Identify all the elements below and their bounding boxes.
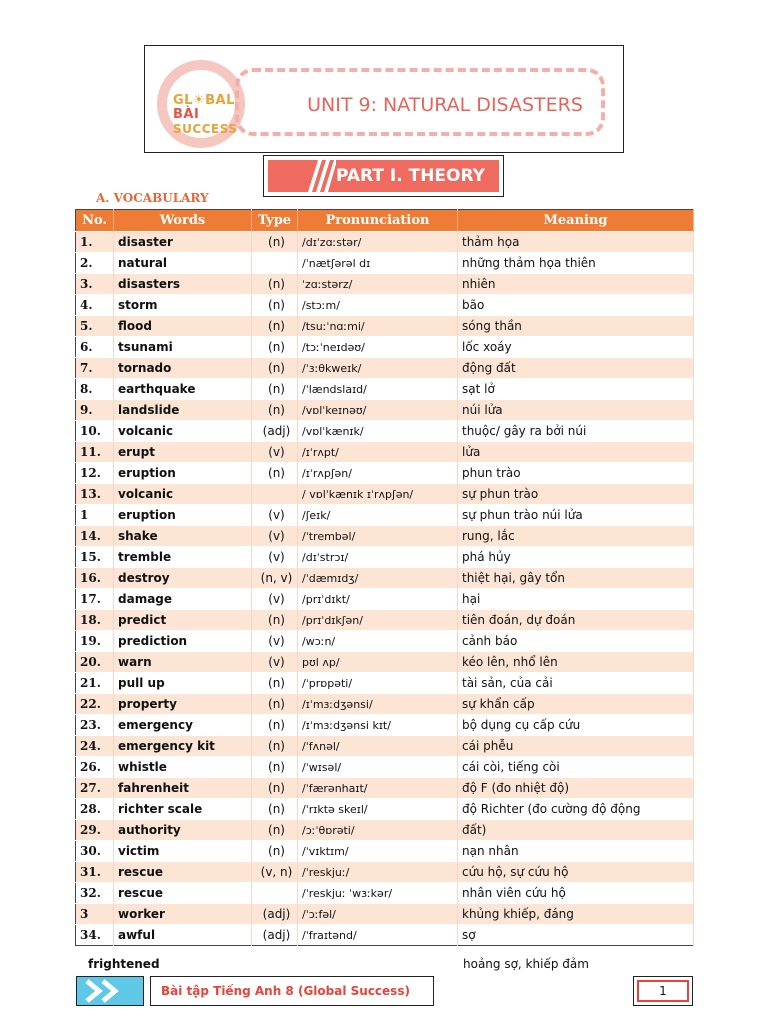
row-meaning: độ Richter (đo cường độ động — [458, 799, 694, 820]
row-type: (adj) — [252, 925, 298, 946]
row-pronunciation: / vɒlˈkænɪk ɪˈrʌpʃən/ — [298, 484, 458, 505]
row-word: eruption — [114, 505, 252, 526]
row-meaning: đất) — [458, 820, 694, 841]
row-pronunciation: /ˈprɒpəti/ — [298, 673, 458, 694]
row-word: flood — [114, 316, 252, 337]
row-word: awful — [114, 925, 252, 946]
row-pronunciation: /tɔːˈneɪdəʊ/ — [298, 337, 458, 358]
row-word: natural — [114, 253, 252, 274]
part-label: PART I. THEORY — [336, 166, 485, 186]
table-row — [76, 505, 694, 526]
row-meaning: cái còi, tiếng còi — [458, 757, 694, 778]
row-type: (v) — [252, 547, 298, 568]
row-type: (n) — [252, 673, 298, 694]
row-number: 15. — [76, 547, 114, 568]
row-pronunciation: /ˈfraɪtənd/ — [298, 925, 458, 946]
overflow-word: frightened — [88, 957, 160, 971]
row-type: (n) — [252, 694, 298, 715]
header-no: No. — [76, 210, 114, 232]
row-number: 22. — [76, 694, 114, 715]
row-type: (n) — [252, 316, 298, 337]
row-word: tremble — [114, 547, 252, 568]
row-word: fahrenheit — [114, 778, 252, 799]
row-meaning: cảnh báo — [458, 631, 694, 652]
row-meaning: cái phễu — [458, 736, 694, 757]
row-number: 34. — [76, 925, 114, 946]
row-meaning: phá hủy — [458, 547, 694, 568]
row-meaning: lửa — [458, 442, 694, 463]
row-pronunciation: /prɪˈdɪkt/ — [298, 589, 458, 610]
row-meaning: nhân viên cứu hộ — [458, 883, 694, 904]
row-pronunciation: /ɪˈmɜːdʒənsi kɪt/ — [298, 715, 458, 736]
table-row — [76, 820, 694, 841]
row-word: destroy — [114, 568, 252, 589]
row-meaning: tài sản, của cải — [458, 673, 694, 694]
row-number: 8. — [76, 379, 114, 400]
table-row — [76, 358, 694, 379]
row-type: (n) — [252, 715, 298, 736]
row-word: eruption — [114, 463, 252, 484]
header-type: Type — [252, 210, 298, 232]
table-row — [76, 904, 694, 925]
row-type: (v, n) — [252, 862, 298, 883]
row-word: warn — [114, 652, 252, 673]
row-pronunciation: /ɔːˈθɒrəti/ — [298, 820, 458, 841]
row-type: (n) — [252, 379, 298, 400]
row-number: 32. — [76, 883, 114, 904]
row-number: 20. — [76, 652, 114, 673]
table-row — [76, 484, 694, 505]
row-word: erupt — [114, 442, 252, 463]
table-row — [76, 547, 694, 568]
row-meaning: phun trào — [458, 463, 694, 484]
logo-bai: BÀI — [173, 107, 200, 122]
table-row — [76, 589, 694, 610]
row-number: 7. — [76, 358, 114, 379]
row-word: emergency — [114, 715, 252, 736]
table-body — [76, 232, 694, 946]
row-pronunciation: /ˈwɪsəl/ — [298, 757, 458, 778]
table-row — [76, 274, 694, 295]
row-type: (n) — [252, 274, 298, 295]
row-pronunciation: /ˈnætʃərəl dɪ — [298, 253, 458, 274]
unit-banner — [144, 45, 624, 153]
row-word: earthquake — [114, 379, 252, 400]
row-word: landslide — [114, 400, 252, 421]
row-number: 9. — [76, 400, 114, 421]
section-title: A. VOCABULARY — [96, 191, 209, 205]
table-row — [76, 715, 694, 736]
table-row — [76, 862, 694, 883]
row-number: 21. — [76, 673, 114, 694]
row-type: (n) — [252, 778, 298, 799]
row-number: 13. — [76, 484, 114, 505]
row-type: (n) — [252, 232, 298, 253]
row-number: 14. — [76, 526, 114, 547]
row-number: 10. — [76, 421, 114, 442]
row-word: whistle — [114, 757, 252, 778]
row-type: (n) — [252, 358, 298, 379]
row-type: (adj) — [252, 421, 298, 442]
row-word: property — [114, 694, 252, 715]
row-number: 6. — [76, 337, 114, 358]
row-word: richter scale — [114, 799, 252, 820]
table-row — [76, 652, 694, 673]
table-row — [76, 673, 694, 694]
row-meaning: sạt lở — [458, 379, 694, 400]
row-pronunciation: /wɔːn/ — [298, 631, 458, 652]
table-row — [76, 631, 694, 652]
row-meaning: thảm họa — [458, 232, 694, 253]
row-pronunciation: /prɪˈdɪkʃən/ — [298, 610, 458, 631]
row-number: 29. — [76, 820, 114, 841]
row-word: volcanic — [114, 421, 252, 442]
table-row — [76, 253, 694, 274]
row-pronunciation: ˈzɑːstərz/ — [298, 274, 458, 295]
row-number: 1 — [76, 505, 114, 526]
table-row — [76, 526, 694, 547]
header-pronunciation: Pronunciation — [298, 210, 458, 232]
row-type: (n) — [252, 400, 298, 421]
row-number: 18. — [76, 610, 114, 631]
row-meaning: rung, lắc — [458, 526, 694, 547]
row-word: victim — [114, 841, 252, 862]
overflow-meaning: hoảng sợ, khiếp đảm — [463, 957, 589, 971]
row-pronunciation: /ˈvɪktɪm/ — [298, 841, 458, 862]
row-meaning: thiệt hại, gây tổn — [458, 568, 694, 589]
row-type: (n) — [252, 736, 298, 757]
row-number: 31. — [76, 862, 114, 883]
row-number: 11. — [76, 442, 114, 463]
row-pronunciation: /ˈreskjuː ˈwɜːkər/ — [298, 883, 458, 904]
table-row — [76, 799, 694, 820]
page-number: 1 — [637, 980, 689, 1002]
row-meaning: lốc xoáy — [458, 337, 694, 358]
row-pronunciation: /ɪˈrʌpʃən/ — [298, 463, 458, 484]
table-row — [76, 232, 694, 253]
row-number: 24. — [76, 736, 114, 757]
row-number: 17. — [76, 589, 114, 610]
row-type: (adj) — [252, 904, 298, 925]
row-meaning: những thảm họa thiên — [458, 253, 694, 274]
row-pronunciation: /dɪˈstrɔɪ/ — [298, 547, 458, 568]
row-type: (v) — [252, 631, 298, 652]
row-pronunciation: /tsuːˈnɑːmi/ — [298, 316, 458, 337]
row-meaning: sự phun trào núi lửa — [458, 505, 694, 526]
table-row — [76, 400, 694, 421]
table-row — [76, 568, 694, 589]
row-meaning: hại — [458, 589, 694, 610]
header-meaning: Meaning — [458, 210, 694, 232]
row-meaning: nạn nhân — [458, 841, 694, 862]
row-type: (n) — [252, 610, 298, 631]
row-number: 23. — [76, 715, 114, 736]
row-word: tornado — [114, 358, 252, 379]
row-number: 2. — [76, 253, 114, 274]
row-pronunciation: /vɒlˈkænɪk/ — [298, 421, 458, 442]
row-number: 5. — [76, 316, 114, 337]
unit-title: UNIT 9: NATURAL DISASTERS — [307, 94, 583, 116]
row-meaning: sự phun trào — [458, 484, 694, 505]
row-type: (n) — [252, 799, 298, 820]
table-row — [76, 757, 694, 778]
row-type: (v) — [252, 505, 298, 526]
row-word: shake — [114, 526, 252, 547]
row-type — [252, 883, 298, 904]
row-pronunciation: /ɪˈmɜːdʒənsi/ — [298, 694, 458, 715]
row-word: disaster — [114, 232, 252, 253]
row-pronunciation: /ˈfærənhaɪt/ — [298, 778, 458, 799]
table-row — [76, 421, 694, 442]
row-word: tsunami — [114, 337, 252, 358]
row-pronunciation: /ˈtrembəl/ — [298, 526, 458, 547]
table-row — [76, 694, 694, 715]
row-number: 26. — [76, 757, 114, 778]
row-pronunciation: /vɒlˈkeɪnəʊ/ — [298, 400, 458, 421]
footer-arrows — [76, 976, 144, 1006]
row-pronunciation: /ˈreskjuː/ — [298, 862, 458, 883]
row-word: pull up — [114, 673, 252, 694]
page-number-box — [633, 976, 693, 1006]
row-meaning: khủng khiếp, đáng — [458, 904, 694, 925]
vocabulary-table — [75, 209, 694, 946]
row-word: prediction — [114, 631, 252, 652]
row-word: emergency kit — [114, 736, 252, 757]
row-number: 19. — [76, 631, 114, 652]
row-pronunciation: /ˈlændslaɪd/ — [298, 379, 458, 400]
table-row — [76, 778, 694, 799]
row-word: predict — [114, 610, 252, 631]
logo-line1: GL☀BAL — [173, 93, 235, 108]
row-type: (v) — [252, 442, 298, 463]
row-pronunciation: /ʃeɪk/ — [298, 505, 458, 526]
row-pronunciation: /stɔːm/ — [298, 295, 458, 316]
row-meaning: sự khẩn cấp — [458, 694, 694, 715]
table-header-row — [76, 210, 694, 232]
row-type — [252, 484, 298, 505]
row-pronunciation: /ɪˈrʌpt/ — [298, 442, 458, 463]
row-pronunciation: pʊl ʌp/ — [298, 652, 458, 673]
row-type: (n) — [252, 337, 298, 358]
row-type: (v) — [252, 589, 298, 610]
row-word: authority — [114, 820, 252, 841]
row-meaning: tiên đoán, dự đoán — [458, 610, 694, 631]
row-number: 1. — [76, 232, 114, 253]
row-meaning: cứu hộ, sự cứu hộ — [458, 862, 694, 883]
footer-title: Bài tập Tiếng Anh 8 (Global Success) — [161, 984, 410, 998]
table-row — [76, 610, 694, 631]
row-pronunciation: /ˈrɪktə skeɪl/ — [298, 799, 458, 820]
footer-title-box — [150, 976, 434, 1006]
logo-line2: SUCCESS — [173, 122, 238, 136]
row-number: 3. — [76, 274, 114, 295]
row-meaning: nhiên — [458, 274, 694, 295]
row-pronunciation: /ˈɜːθkweɪk/ — [298, 358, 458, 379]
row-type: (n) — [252, 841, 298, 862]
row-number: 28. — [76, 799, 114, 820]
row-word: damage — [114, 589, 252, 610]
row-meaning: độ F (đo nhiệt độ) — [458, 778, 694, 799]
row-number: 30. — [76, 841, 114, 862]
table-row — [76, 337, 694, 358]
row-pronunciation: /ˈdæmɪdʒ/ — [298, 568, 458, 589]
table-row — [76, 316, 694, 337]
header-words: Words — [114, 210, 252, 232]
table-row — [76, 379, 694, 400]
table-row — [76, 736, 694, 757]
row-meaning: thuộc/ gây ra bởi núi — [458, 421, 694, 442]
table-row — [76, 883, 694, 904]
row-type: (n) — [252, 757, 298, 778]
row-word: worker — [114, 904, 252, 925]
part-heading — [263, 155, 504, 197]
row-meaning: sợ — [458, 925, 694, 946]
row-type: (n, v) — [252, 568, 298, 589]
double-chevron-icon — [77, 977, 143, 1005]
row-meaning: sóng thần — [458, 316, 694, 337]
row-word: storm — [114, 295, 252, 316]
table-row — [76, 841, 694, 862]
row-number: 27. — [76, 778, 114, 799]
row-number: 4. — [76, 295, 114, 316]
table-row — [76, 442, 694, 463]
row-type: (n) — [252, 295, 298, 316]
row-word: rescue — [114, 883, 252, 904]
row-meaning: núi lửa — [458, 400, 694, 421]
row-meaning: bão — [458, 295, 694, 316]
row-pronunciation: /ˈɔːfəl/ — [298, 904, 458, 925]
row-number: 3 — [76, 904, 114, 925]
table-row — [76, 925, 694, 946]
row-number: 12. — [76, 463, 114, 484]
row-meaning: kéo lên, nhổ lên — [458, 652, 694, 673]
row-meaning: bộ dụng cụ cấp cứu — [458, 715, 694, 736]
row-number: 16. — [76, 568, 114, 589]
row-type: (v) — [252, 652, 298, 673]
row-word: volcanic — [114, 484, 252, 505]
row-word: disasters — [114, 274, 252, 295]
row-type: (n) — [252, 820, 298, 841]
row-pronunciation: /ˈfʌnəl/ — [298, 736, 458, 757]
row-meaning: động đất — [458, 358, 694, 379]
row-type — [252, 253, 298, 274]
slash-stripes-icon — [300, 160, 336, 192]
row-word: rescue — [114, 862, 252, 883]
row-type: (n) — [252, 463, 298, 484]
table-row — [76, 295, 694, 316]
row-pronunciation: /dɪˈzɑːstər/ — [298, 232, 458, 253]
table-row — [76, 463, 694, 484]
row-type: (v) — [252, 526, 298, 547]
